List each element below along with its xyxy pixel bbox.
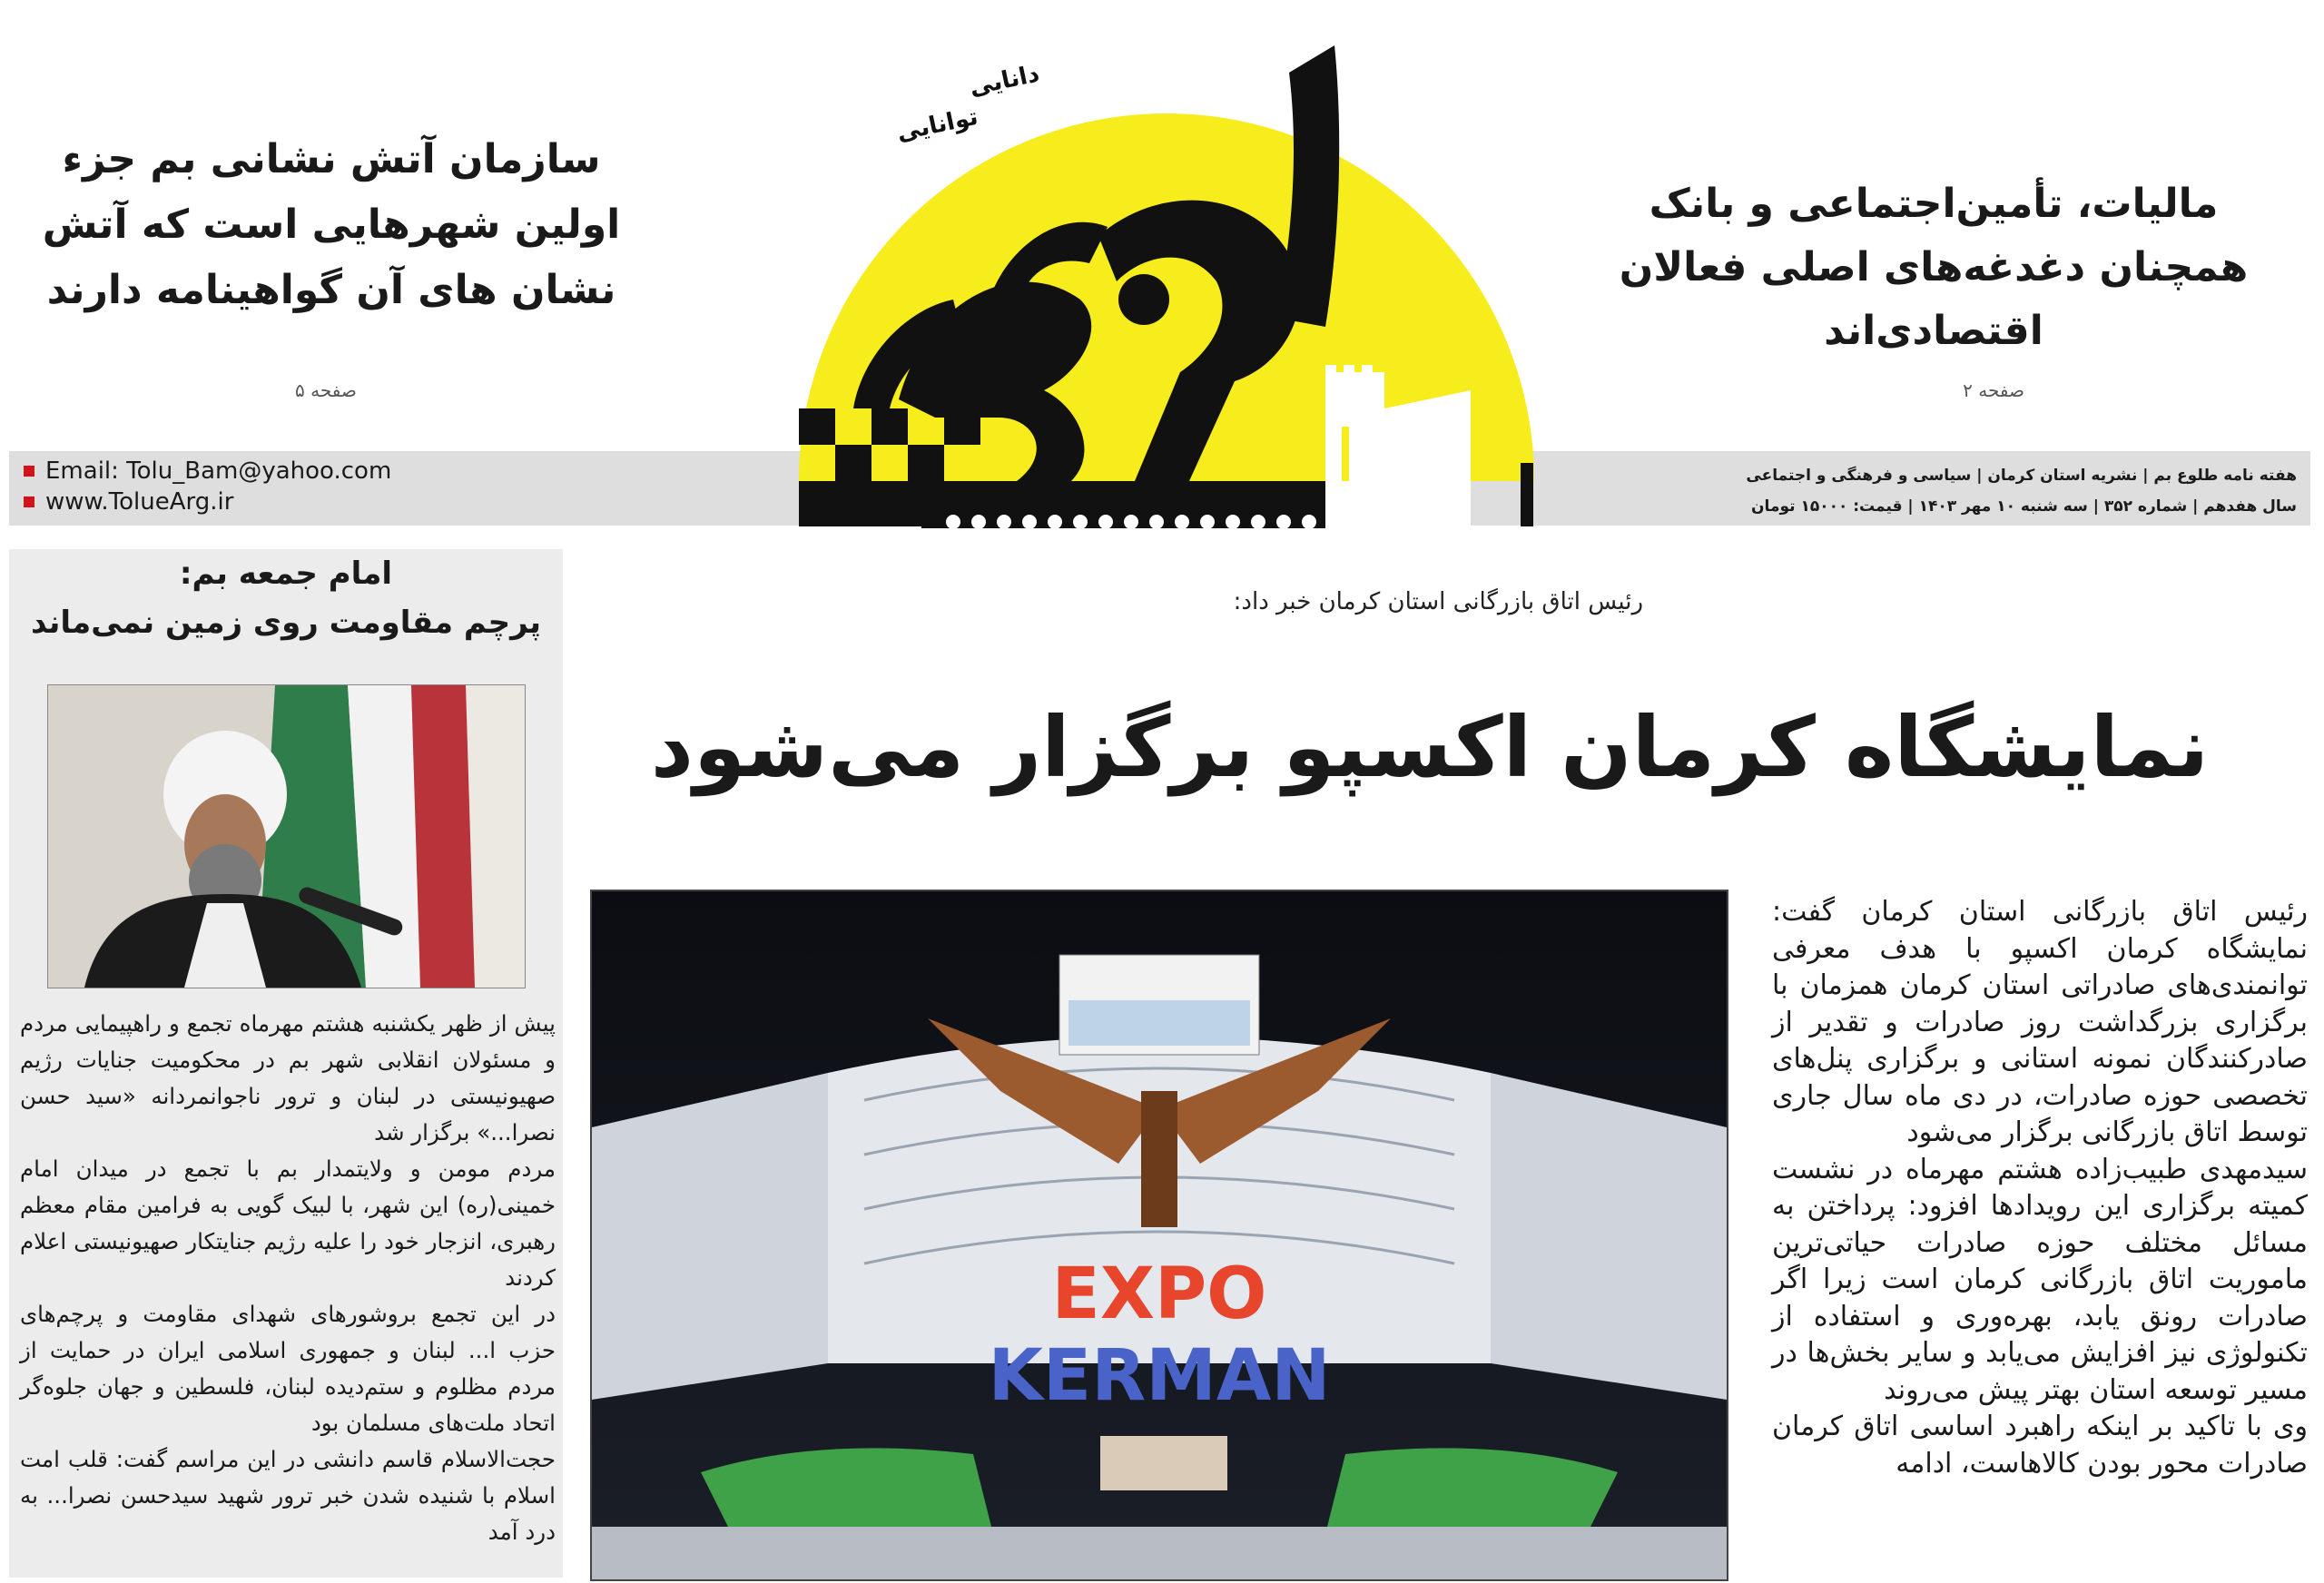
slogan-1: دانایی	[967, 60, 1042, 102]
cleric-speaking-photo-icon	[48, 685, 525, 988]
top-right-headline[interactable]: مالیات، تأمین‌اجتماعی و بانک همچنان دغدغه‌های اصلی فعالان اقتصادی‌اند	[1619, 181, 2249, 354]
sidebar-title[interactable]: پرچم مقاومت روی زمین نمی‌ماند	[30, 605, 542, 641]
sidebar-paragraph: مردم مومن و ولایتمدار بم با تجمع در میدان امام خمینی(ره) این شهر، با لبیک گویی به فرامین مقام معظم رهبری، انزجار خود را علیه رژیم جنایتکار صهیونیستی اعلام کردند	[20, 1155, 556, 1291]
lead-title[interactable]: نمایشگاه کرمان اکسپو برگزار می‌شود	[650, 699, 2210, 796]
publication-info	[1746, 460, 2297, 522]
lead-body	[1772, 894, 2308, 1482]
expo-sign-bottom: KERMAN	[988, 1335, 1331, 1417]
top-left-headline[interactable]: سازمان آتش نشانی بم جزء اولین شهرهایی است که آتش نشان های آن گواهینامه دارند	[42, 136, 621, 313]
main-photo[interactable]	[590, 890, 1728, 1581]
expo-sign-top: EXPO	[1051, 1254, 1267, 1335]
sidebar-kicker: امام جمعه بم:	[179, 556, 393, 592]
lead-paragraph: سیدمهدی طبیب‌زاده هشتم مهرماه در نشست کمیته برگزاری این رویدادها افزود: پرداختن به مسائل مختلف حوزه صادرات حیاتی‌ترین ماموریت اتاق بازرگانی کرمان است زیرا اگر صادرات رونق یابد، بهره‌وری و استفاده از تکنولوژی نیز افزایش می‌یابد و سایر بخش‌ها در مسیر توسعه استان بهتر پیش می‌روند	[1772, 1153, 2308, 1406]
sidebar-photo[interactable]	[47, 684, 526, 988]
lead-kicker: رئیس اتاق بازرگانی استان کرمان خبر داد:	[1233, 588, 1643, 615]
contact-email[interactable]: Email: Tolu_Bam@yahoo.com	[45, 457, 392, 485]
lead-paragraph: رئیس اتاق بازرگانی استان کرمان گفت: نمایشگاه کرمان اکسپو با هدف معرفی توانمندی‌های صادراتی استان کرمان همزمان با برگزاری بزرگداشت روز صادرات و تقدیر از صادرکنندگان نمونه استانی و برگزاری پنل‌های تخصصی حوزه صادرات، در دی ماه سال جاری توسط اتاق بازرگانی برگزار می‌شود	[1772, 896, 2308, 1148]
bullet-square-icon	[24, 497, 34, 507]
contact-block	[24, 456, 391, 517]
sidebar-paragraph: پیش از ظهر یکشنبه هشتم مهرماه تجمع و راهپیمایی مردم و مسئولان انقلابی شهر بم در محکومیت جنایات رژیم صهیونیستی در لبنان و ترور ناجوانمردانه «سید حسن نصرا...» برگزار شد	[20, 1010, 556, 1145]
masthead-logo[interactable]	[781, 27, 1552, 536]
publication-info-line2: سال هفدهم | شماره ۳۵۲ | سه شنبه ۱۰ مهر ۱۴۰۳ | قیمت: ۱۵۰۰۰ تومان	[1751, 497, 2297, 516]
lead-paragraph: وی با تاکید بر اینکه راهبرد اساسی اتاق کرمان صادرات محور بودن کالاهاست، ادامه	[1772, 1411, 2308, 1480]
page-ref-right: صفحه ۲	[1963, 379, 2024, 401]
sidebar-paragraph: حجت‌الاسلام قاسم دانشی در این مراسم گفت: قلب امت اسلام با شنیده شدن خبر ترور شهید سیدحسن نصرا... به درد آمد	[20, 1446, 556, 1545]
expo-building-photo-icon	[592, 891, 1727, 1579]
sidebar-body	[20, 1006, 556, 1550]
bullet-square-icon	[24, 466, 34, 477]
contact-website[interactable]: www.TolueArg.ir	[45, 488, 234, 516]
slogan-2: توانایی	[894, 103, 981, 147]
page-ref-left: صفحه ۵	[295, 379, 357, 401]
sun-castle-logo-icon	[781, 27, 1552, 536]
publication-info-line1: هفته نامه طلوع بم | نشریه استان کرمان | سیاسی و فرهنگی و اجتماعی	[1746, 467, 2297, 485]
sidebar-paragraph: در این تجمع بروشورهای شهدای مقاومت و پرچم‌های حزب ا... لبنان و جمهوری اسلامی ایران در حمایت از مردم مظلوم و ستم‌دیده لبنان، فلسطین و جهان جلوه‌گر اتحاد ملت‌های مسلمان بود	[20, 1301, 556, 1436]
